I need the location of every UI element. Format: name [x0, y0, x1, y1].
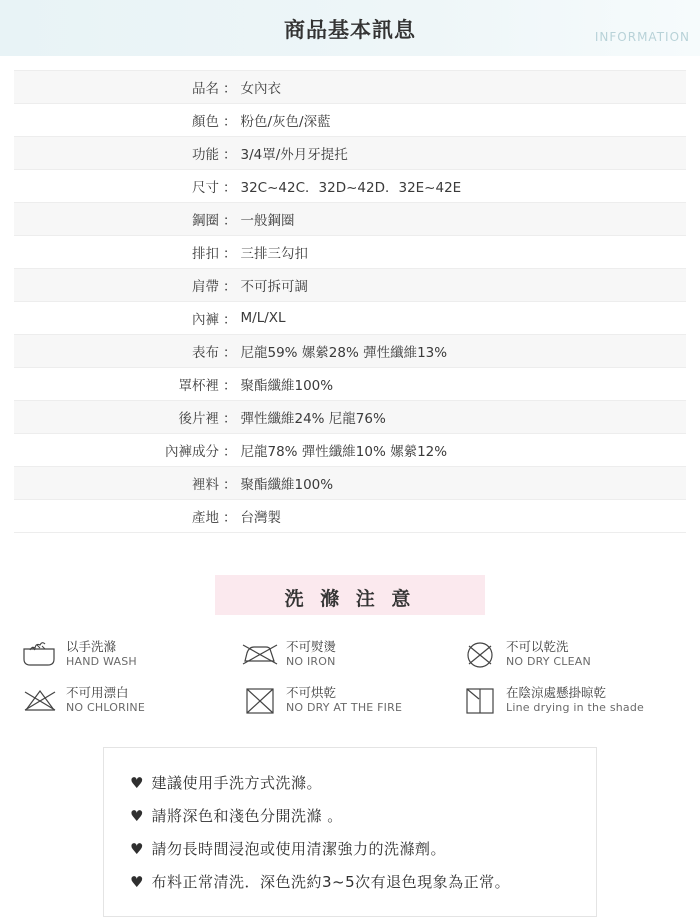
table-row — [14, 269, 686, 302]
spec-value: 台灣製 — [240, 510, 281, 526]
spec-colon: ： — [223, 147, 237, 163]
spec-colon: ： — [223, 279, 237, 295]
line-dry-shade-icon — [460, 683, 500, 719]
table-row — [14, 236, 686, 269]
spec-value: 聚酯纖維100% — [240, 378, 334, 394]
wash-notes-box — [103, 747, 597, 917]
wash-care-label-cn: 不可以乾洗 — [506, 639, 569, 654]
table-row — [14, 434, 686, 467]
spec-colon: ： — [223, 81, 237, 97]
table-row — [14, 137, 686, 170]
list-item — [104, 799, 596, 832]
wash-care-label-cn: 不可熨燙 — [286, 639, 337, 654]
wash-care-label-cn: 在陰涼處懸掛晾乾 — [506, 685, 607, 700]
info-header — [0, 0, 700, 56]
spec-colon: ： — [223, 246, 237, 262]
wash-care-item — [460, 637, 680, 683]
spec-value: 彈性纖維24% 尼龍76% — [240, 411, 386, 427]
spec-value: 一般鋼圈 — [240, 213, 295, 229]
note-text: 布料正常清洗．深色洗約3~5次有退色現象為正常。 — [151, 873, 511, 891]
wash-care-text — [286, 683, 402, 714]
wash-care-label-cn: 不可烘乾 — [286, 685, 337, 700]
spec-label: 內褲 — [192, 312, 219, 328]
wash-care-label-en: NO IRON — [286, 654, 336, 668]
heart-icon: ♥ — [130, 840, 144, 858]
table-row — [14, 302, 686, 335]
spec-label: 裡料 — [192, 477, 219, 493]
list-item — [104, 766, 596, 799]
table-row — [14, 401, 686, 434]
wash-care-text — [286, 637, 336, 668]
spec-label: 尺寸 — [192, 180, 219, 196]
wash-care-item — [240, 683, 460, 729]
spec-colon: ： — [223, 477, 237, 493]
wash-care-text — [66, 637, 137, 668]
table-row — [14, 368, 686, 401]
page-subtitle: INFORMATION — [594, 30, 690, 44]
spec-colon: ： — [223, 114, 237, 130]
spec-label: 肩帶 — [192, 279, 219, 295]
note-text: 請勿長時間浸泡或使用清潔強力的洗滌劑。 — [151, 840, 446, 858]
hand-wash-icon — [20, 637, 60, 673]
spec-value: 3/4罩/外月牙提托 — [240, 147, 348, 163]
wash-care-text — [66, 683, 145, 714]
spec-label: 後片裡 — [178, 411, 219, 427]
wash-care-item — [460, 683, 680, 729]
heart-icon: ♥ — [130, 774, 144, 792]
spec-colon: ： — [223, 378, 237, 394]
spec-value: 粉色/灰色/深藍 — [240, 114, 331, 130]
list-item — [104, 832, 596, 865]
wash-care-text — [506, 637, 591, 668]
wash-care-title: 洗 滌 注 意 — [284, 588, 416, 610]
spec-colon: ： — [223, 411, 237, 427]
wash-care-label-en: NO CHLORINE — [66, 700, 145, 714]
spec-colon: ： — [223, 312, 237, 328]
wash-care-label-cn: 不可用漂白 — [66, 685, 129, 700]
spec-value: 尼龍78% 彈性纖維10% 嫘縈12% — [240, 444, 448, 460]
heart-icon: ♥ — [130, 873, 144, 891]
wash-care-label-en: Line drying in the shade — [506, 700, 645, 714]
heart-icon: ♥ — [130, 807, 144, 825]
no-chlorine-icon — [20, 683, 60, 719]
note-text: 建議使用手洗方式洗滌。 — [151, 774, 322, 792]
wash-care-text — [506, 683, 644, 714]
spec-label: 功能 — [192, 147, 219, 163]
wash-care-item — [240, 637, 460, 683]
wash-care-label-en: NO DRY CLEAN — [506, 654, 591, 668]
spec-label: 內褲成分 — [165, 444, 219, 460]
wash-care-title-banner — [215, 575, 485, 615]
wash-care-label-en: NO DRY AT THE FIRE — [286, 700, 403, 714]
spec-value: 不可拆可調 — [240, 279, 308, 295]
spec-label: 產地 — [192, 510, 219, 526]
spec-label: 顏色 — [192, 114, 219, 130]
table-row — [14, 500, 686, 533]
wash-care-label-en: HAND WASH — [66, 654, 137, 668]
no-tumble-dry-icon — [240, 683, 280, 719]
spec-value: 女內衣 — [240, 81, 281, 97]
no-dry-clean-icon — [460, 637, 500, 673]
table-row — [14, 104, 686, 137]
spec-label: 表布 — [192, 345, 219, 361]
table-row — [14, 71, 686, 104]
wash-care-icon-grid — [20, 637, 680, 729]
list-item — [104, 865, 596, 898]
wash-care-item — [20, 637, 240, 683]
spec-label: 鋼圈 — [192, 213, 219, 229]
spec-colon: ： — [223, 345, 237, 361]
note-text: 請將深色和淺色分開洗滌 。 — [151, 807, 343, 825]
spec-value: 三排三勾扣 — [240, 246, 308, 262]
no-iron-icon — [240, 637, 280, 673]
spec-value: 尼龍59% 嫘縈28% 彈性纖維13% — [240, 345, 448, 361]
spec-label: 罩杯裡 — [178, 378, 219, 394]
spec-table — [14, 70, 686, 533]
table-row — [14, 203, 686, 236]
table-row — [14, 335, 686, 368]
wash-care-item — [20, 683, 240, 729]
spec-label: 品名 — [192, 81, 219, 97]
table-row — [14, 170, 686, 203]
wash-care-label-cn: 以手洗滌 — [66, 639, 117, 654]
spec-colon: ： — [223, 180, 237, 196]
table-row — [14, 467, 686, 500]
spec-value: M/L/XL — [240, 310, 286, 326]
spec-colon: ： — [223, 444, 237, 460]
spec-value: 聚酯纖維100% — [240, 477, 334, 493]
page-title: 商品基本訊息 — [284, 18, 416, 42]
spec-value: 32C~42C．32D~42D．32E~42E — [240, 180, 462, 196]
spec-colon: ： — [223, 213, 237, 229]
spec-colon: ： — [223, 510, 237, 526]
spec-label: 排扣 — [192, 246, 219, 262]
